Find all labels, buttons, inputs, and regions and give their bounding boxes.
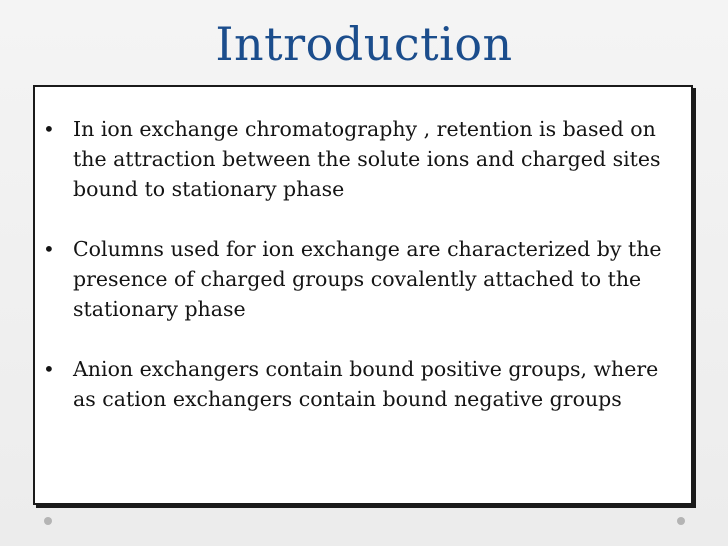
slide-title: Introduction (215, 17, 513, 71)
bullet-item (35, 114, 691, 204)
bullet-item (35, 234, 691, 324)
content-box (33, 85, 693, 505)
bullet-text: Columns used for ion exchange are characterized by the presence of charged groups covalently attached to the stationary phase (73, 237, 662, 321)
bullet-dot-icon: • (43, 117, 55, 141)
bullet-list (35, 114, 691, 444)
bullet-item (35, 354, 691, 414)
decorative-dot-icon (677, 517, 685, 525)
bullet-text: Anion exchangers contain bound positive groups, where as cation exchangers contain bound negative groups (73, 357, 659, 411)
decorative-dot-icon (44, 517, 52, 525)
bullet-text: In ion exchange chromatography , retention is based on the attraction between the solute ions and charged sites bound to stationary phase (73, 117, 661, 201)
bullet-dot-icon: • (43, 357, 55, 381)
bullet-dot-icon: • (43, 237, 55, 261)
